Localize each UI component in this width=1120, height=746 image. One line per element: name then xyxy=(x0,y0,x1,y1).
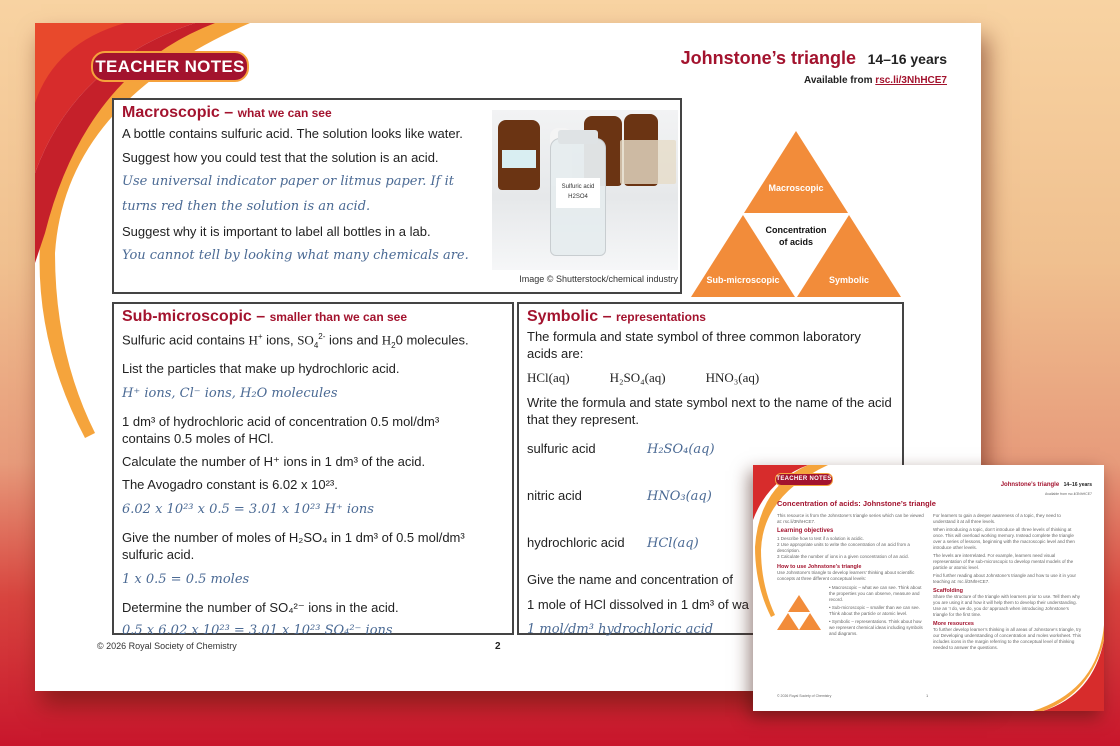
symbolic-answer-2: 1 mol/dm³ hydrochloric acid xyxy=(527,622,714,637)
formula-h2so4: H₂SO₄(aq) xyxy=(609,370,666,385)
sub-microscopic-heading: Sub-microscopic – smaller than we can see xyxy=(122,308,408,325)
thumbnail-copyright: © 2026 Royal Society of Chemistry xyxy=(777,694,832,698)
symbolic-heading: Symbolic – representations xyxy=(527,308,706,325)
acid-row-nitric: nitric acid HNO₃(aq) xyxy=(527,488,712,504)
sub-question-3: Give the number of moles of H₂SO₄ in 1 dm³ of 0.5 mol/dm³ sulfuric acid. xyxy=(122,529,465,562)
triangle-label-top: Macroscopic xyxy=(768,183,824,193)
macro-question-2: Suggest why it is important to label all bottles in a lab. xyxy=(122,224,431,239)
triangle-center-line2: of acids xyxy=(778,237,814,247)
macroscopic-box xyxy=(112,98,682,294)
macro-statement: A bottle contains sulfuric acid. The solution looks like water. xyxy=(122,126,463,141)
acid-row-sulfuric: sulfuric acid H₂SO₄(aq) xyxy=(527,441,715,457)
symbolic-statement: The formula and state symbol of three common laboratory acids are: xyxy=(527,329,861,361)
copyright: © 2026 Royal Society of Chemistry xyxy=(97,641,237,651)
sub-answer-1: H⁺ ions, Cl⁻ ions, H₂O molecules xyxy=(122,385,338,401)
macro-answer-1a: Use universal indicator paper or litmus paper. If it xyxy=(122,174,455,189)
resource-link[interactable]: rsc.li/3NhHCE7 xyxy=(875,75,947,86)
thumbnail-page-number: 1 xyxy=(926,693,929,698)
macro-question-1: Suggest how you could test that the solution is an acid. xyxy=(122,150,439,165)
sub-question-1: List the particles that make up hydrochloric acid. xyxy=(122,360,400,376)
page-number: 2 xyxy=(495,641,501,652)
sub-answer-3: 1 x 0.5 = 0.5 moles xyxy=(122,571,250,587)
symbolic-question-2: Give the name and concentration of xyxy=(527,572,733,587)
formula-hcl: HCl(aq) xyxy=(527,370,570,385)
resource-title: Johnstone’s triangle xyxy=(680,48,856,68)
thumbnail-right-column: For learners to gain a deeper awareness of a topic, they need to understand it at all three levels. When introducing a topic, don’t introduce all three levels of thinking at once. This will overload working memory. Instead complete the triangle over a series of lessons, beginning with the macroscopic level and then introduce other levels. The levels are interrelated. For example, learners need visual representation of the sub-microscopic to develop mental models of the particle or atomic level. Find further reading about Johnstone’s triangle and how to use it in your teaching at: rsc.li/3NhHCE7. Scaffolding Share the structure of the triangle with learners prior to use. Tell them why you are using it and how it will help them to develop their understanding. Use an ‘I do, we do, you do’ approach when introducing Johnstone’s triangle for the first time. More resources To further develop learner’s thinking in all areas of Johnstone’s triangle, try our Developing understanding of concentration and moles worksheet. This includes icons in the margin referring to the conceptual level of thinking needed to answer the questions. xyxy=(933,513,1082,650)
age-range: 14–16 years xyxy=(867,51,947,67)
teacher-notes-badge: TEACHER NOTES xyxy=(91,51,249,82)
sub-answer-2: 6.02 x 10²³ x 0.5 = 3.01 x 10²³ H⁺ ions xyxy=(122,501,374,517)
thumbnail-title: Concentration of acids: Johnstone’s triangle xyxy=(777,499,936,508)
thumbnail-left-column: This resource is from the Johnstone’s triangle series which can be viewed at: rsc.li/3NhHCE7. Learning objectives 1 Describe how to test if a solution is acidic. 2 Use appropriate units to write the concentration of an acid from a description. 3 Calculate the number of ions in a given concentration of an acid. How to use Johnstone’s triangle Use Johnstone’s triangle to develop learners’ thinking about scientific concepts at three different conceptual levels: • Macroscopic – what we can see. Think about the properties you can observe, measure and record. • Sub-microscopic – smaller than we can see. Think about the particle or atomic level. • Symbolic – representations. Think about how we represent chemical ideas including symbols and diagrams. xyxy=(777,513,924,636)
symbolic-question-2b: 1 mole of HCl dissolved in 1 dm³ of wa xyxy=(527,597,749,612)
sub-microscopic-box xyxy=(112,302,514,638)
availability-line xyxy=(804,75,947,86)
sub-question-4: Determine the number of SO₄²⁻ ions in the acid. xyxy=(122,599,399,615)
triangle-label-left: Sub-microscopic xyxy=(706,275,780,285)
symbolic-question-1: Write the formula and state symbol next to the name of the acid that they represent. xyxy=(527,395,892,427)
sub-statement: Sulfuric acid contains H+ ions, $SO_4^{2-}$ ions and $H_20$ molecules. xyxy=(122,332,469,350)
sub-question-2: Calculate the number of H⁺ ions in 1 dm³ of the acid. xyxy=(122,453,426,469)
macro-answer-1b: turns red then the solution is an acid. xyxy=(122,199,371,214)
triangle-label-right: Symbolic xyxy=(828,275,870,285)
johnstones-triangle-diagram xyxy=(691,131,901,299)
sub-statement-2: 1 dm³ of hydrochloric acid of concentration 0.5 mol/dm³ contains 0.5 moles of HCl. xyxy=(122,413,440,446)
thumbnail-header: Johnstone’s triangle 14–16 years Available from rsc.li/3NhHCE7 xyxy=(1000,482,1092,496)
worksheet-page-1-thumbnail xyxy=(753,465,1104,711)
thumbnail-triangle-icon xyxy=(777,595,821,631)
formula-hno3: HNO₃(aq) xyxy=(705,370,760,385)
formula-list xyxy=(527,370,894,386)
avogadro-statement: The Avogadro constant is 6.02 x 10²³. xyxy=(122,476,338,492)
acid-row-hydrochloric: hydrochloric acid HCl(aq) xyxy=(527,535,699,551)
macroscopic-heading: Macroscopic – what we can see xyxy=(122,104,332,121)
available-prefix: Available from xyxy=(803,75,876,86)
thumbnail-teacher-notes-badge: TEACHER NOTES xyxy=(775,473,833,486)
sub-answer-4: 0.5 x 6.02 x 10²³ = 3.01 x 10²³ SO₄²⁻ ions xyxy=(122,622,393,638)
bottle-label: Sulfuric acid H2SO4 xyxy=(556,178,600,208)
image-credit: Image © Shutterstock/chemical industry xyxy=(519,274,678,284)
macro-answer-2: You cannot tell by looking what many chemicals are. xyxy=(122,248,469,263)
sulfuric-acid-bottle-photo xyxy=(492,110,678,270)
triangle-center-line1: Concentration xyxy=(765,225,827,235)
